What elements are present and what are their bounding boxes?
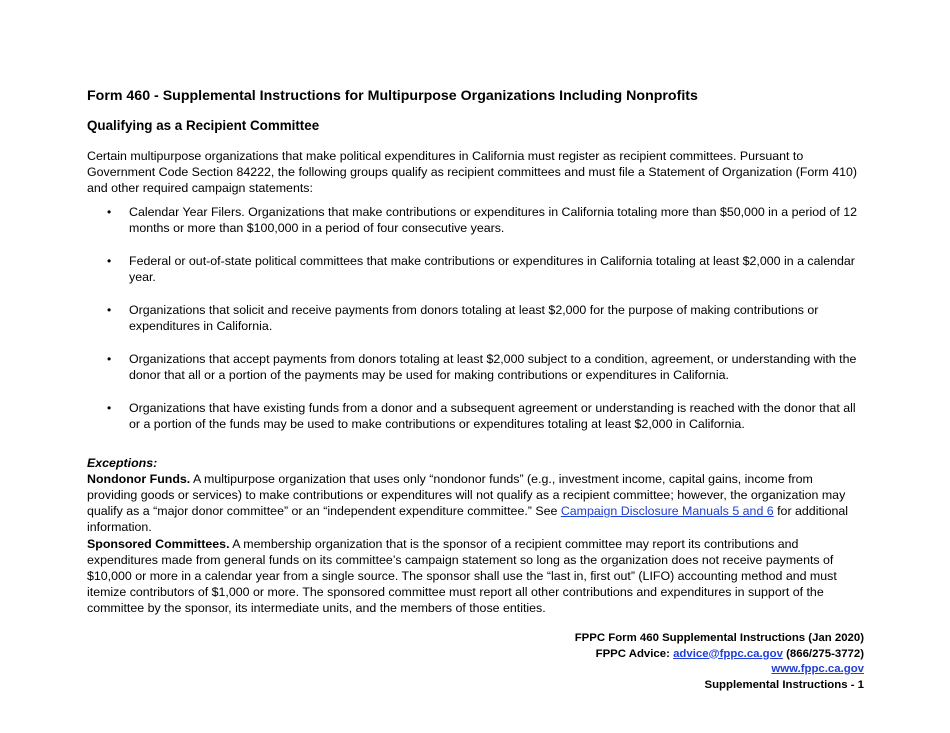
page-title: Form 460 - Supplemental Instructions for Multipurpose Organizations Including Nonprofits — [87, 88, 698, 104]
nondonor-text: A multipurpose organization that uses only “nondonor funds” (e.g., investment income, capital gains, income from providing goods or services) to make contributions or expenditures will not qualify as a recipient committee; however, the organization may qualify as a “major donor committee” or an “independent expenditure committee.” See — [87, 472, 846, 518]
nondonor-after-link: for additional information. — [87, 504, 849, 534]
sponsored-text: A membership organization that is the sponsor of a recipient committee may report its contributions and expenditures made from general funds on its committee’s campaign statement so long as the organization does not receive payments of $10,000 or more in a calendar year from a single source. The sponsor shall use the “last in, first out” (LIFO) accounting method and must itemize contributors of $1,000 or more. The sponsored committee must report all other contributions and expenditures in support of the committee by the sponsor, its intermediate units, and the members of those entities. — [87, 537, 837, 615]
page-footer — [575, 631, 864, 693]
campaign-manuals-link[interactable]: Campaign Disclosure Manuals 5 and 6 — [560, 504, 774, 518]
exceptions-section — [87, 455, 865, 535]
nondonor-paragraph — [87, 471, 865, 535]
list-item-text: Organizations that accept payments from donors totaling at least $2,000 subject to a condition, agreement, or understanding with the donor that all or a portion of the payments may be used for making contributions or expenditures in California. — [129, 352, 857, 382]
list-item — [87, 400, 865, 432]
website-link[interactable]: www.fppc.ca.gov — [771, 663, 864, 675]
bullet-icon: • — [107, 303, 112, 317]
intro-paragraph: Certain multipurpose organizations that make political expenditures in California must register as recipient committees. Pursuant to Government Code Section 84222, the following groups qualify as recipient committees and must file a Statement of Organization (Form 410) and other required campaign statements: — [87, 149, 857, 195]
list-item — [87, 351, 865, 383]
bullet-icon: • — [107, 401, 112, 415]
sponsored-paragraph — [87, 536, 865, 616]
list-item — [87, 253, 865, 285]
sponsored-lead: Sponsored Committees. — [87, 537, 230, 551]
advice-email-link[interactable]: advice@fppc.ca.gov — [673, 647, 783, 660]
list-item-text: Calendar Year Filers. Organizations that make contributions or expenditures in California totaling more than $50,000 in a period of 12 months or more than $100,000 in a period of four consecutive years. — [129, 205, 858, 235]
footer-form-title: FPPC Form 460 Supplemental Instructions (Jan 2020) — [574, 632, 864, 644]
section-heading: Qualifying as a Recipient Committee — [87, 118, 320, 133]
bullet-icon: • — [107, 254, 112, 268]
footer-page-label: Supplemental Instructions - 1 — [704, 678, 864, 691]
list-item-text: Federal or out-of-state political committees that make contributions or expenditures in California totaling at least $2,000 in a calendar year. — [129, 254, 855, 284]
footer-advice-phone: (866/275-3772) — [782, 647, 864, 660]
nondonor-lead: Nondonor Funds. — [87, 472, 191, 486]
footer-advice-label: FPPC Advice: — [595, 647, 674, 660]
exceptions-heading: Exceptions: — [87, 456, 158, 470]
bullet-icon: • — [107, 205, 112, 219]
list-item — [87, 302, 865, 334]
list-item-text: Organizations that have existing funds from a donor and a subsequent agreement or understanding is reached with the donor that all or a portion of the funds may be used to make contributions or expenditures totaling at least $2,000 in California. — [129, 401, 856, 431]
qualification-list — [87, 204, 865, 449]
list-item — [87, 204, 865, 236]
footer-advice-line — [575, 647, 864, 663]
list-item-text: Organizations that solicit and receive payments from donors totaling at least $2,000 for the purpose of making contributions or expenditures in California. — [129, 303, 819, 333]
footer-website-line — [575, 662, 864, 678]
bullet-icon: • — [107, 352, 112, 366]
